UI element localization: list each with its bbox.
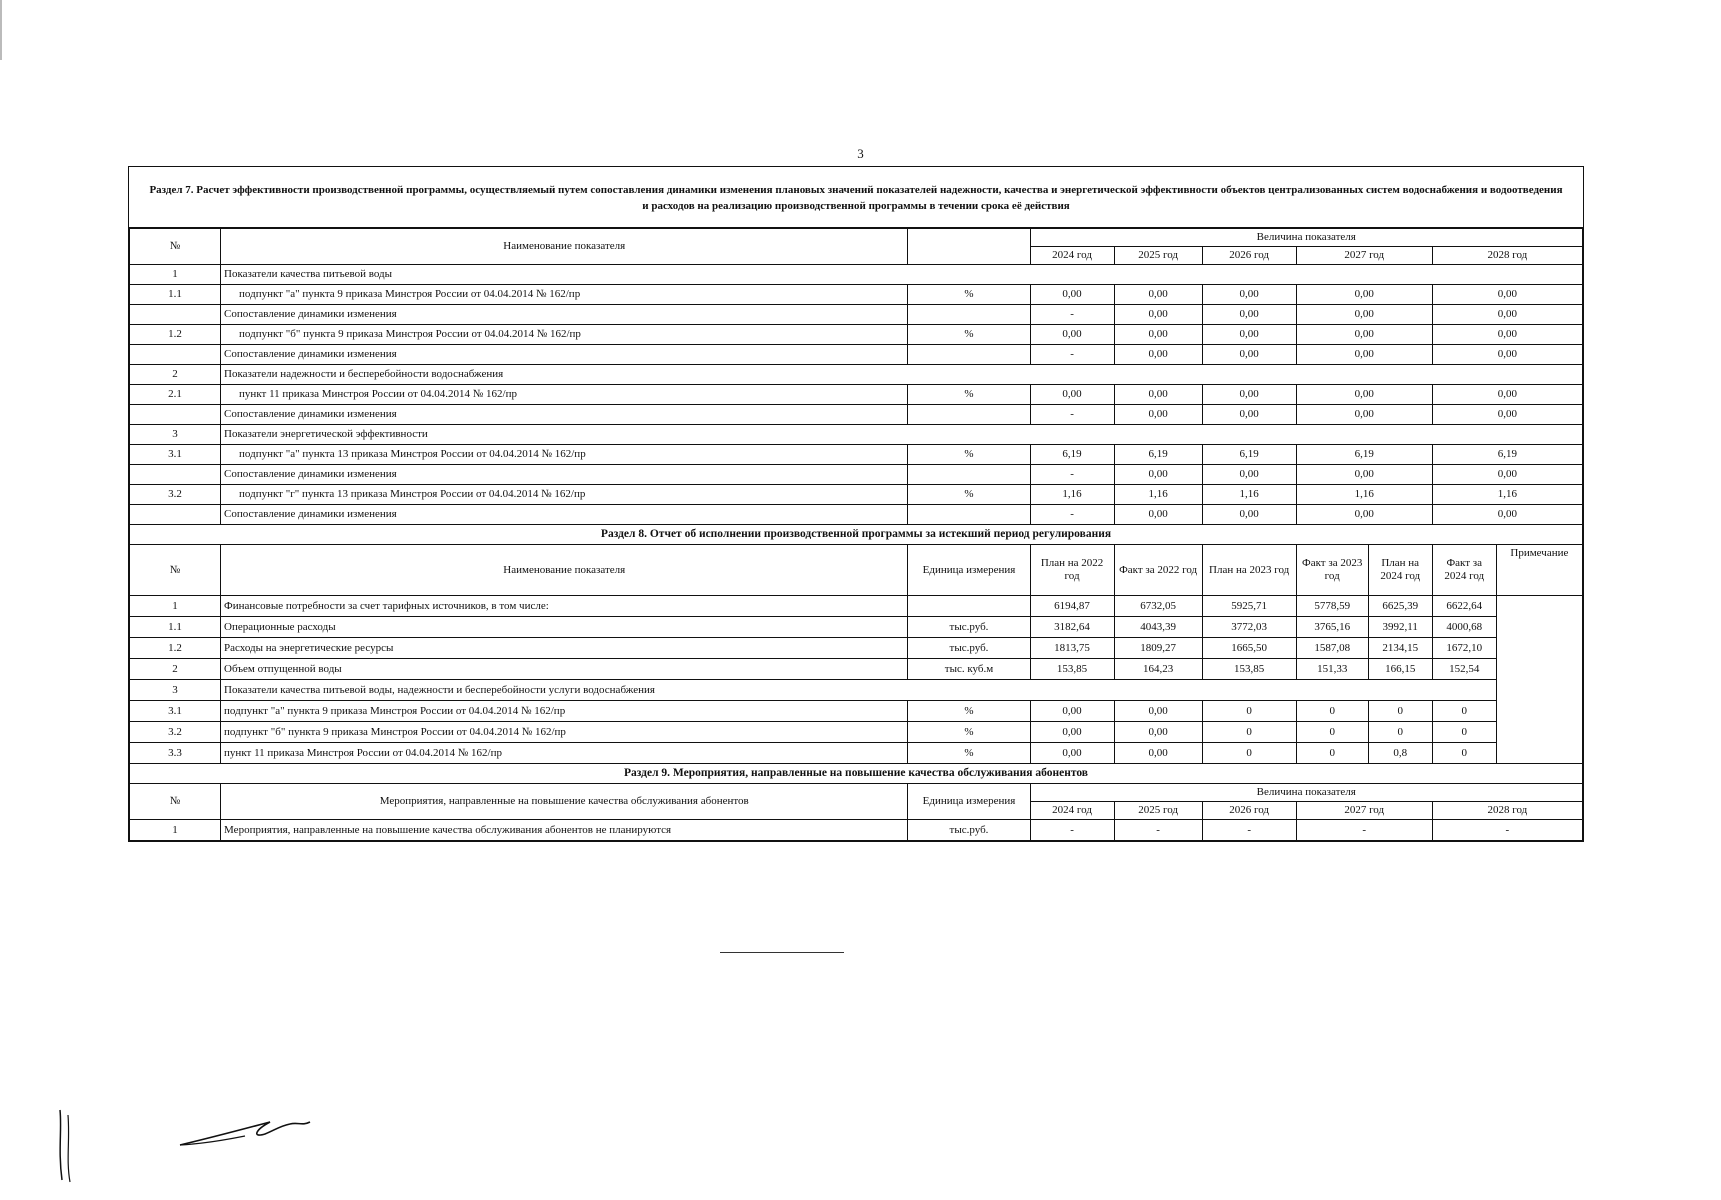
row-num [130,345,221,365]
row-unit: % [908,701,1030,722]
row-name: подпункт "г" пункта 13 приказа Минстроя России от 04.04.2014 № 162/пр [221,485,908,505]
value-fact-2023: 0 [1296,722,1368,743]
row-name: Финансовые потребности за счет тарифных источников, в том числе: [221,596,908,617]
row-num: 1 [130,265,221,285]
value-fact-2023: 0 [1296,743,1368,764]
s7-group-row [130,365,1583,385]
s7-group-row [130,265,1583,285]
value-2026: 0,00 [1202,385,1296,405]
value-2025: 0,00 [1114,285,1202,305]
row-num [130,505,221,525]
row-num: 1 [130,596,221,617]
value-plan-2024: 0,8 [1368,743,1432,764]
s7-data-row [130,445,1583,465]
s8-header-unit: Единица измерения [908,545,1030,596]
value-2025: 0,00 [1114,505,1202,525]
row-name: Мероприятия, направленные на повышение качества обслуживания абонентов не планируются [221,820,908,841]
value-fact-2023: 1587,08 [1296,638,1368,659]
row-unit: % [908,743,1030,764]
s9-year-2025: 2025 год [1114,802,1202,820]
value-plan-2023: 5925,71 [1202,596,1296,617]
row-num: 2 [130,659,221,680]
row-name: пункт 11 приказа Минстроя России от 04.04.2014 № 162/пр [221,743,908,764]
row-unit: % [908,285,1030,305]
value-2028: 1,16 [1432,485,1582,505]
row-num: 3.2 [130,722,221,743]
value-2026: 1,16 [1202,485,1296,505]
value-plan-2023: 0 [1202,701,1296,722]
value-2027: 0,00 [1296,325,1432,345]
note-cell [1496,596,1582,764]
value-2027: 0,00 [1296,345,1432,365]
row-num: 1.2 [130,325,221,345]
scan-edge-mark [0,0,2,60]
value-fact-2024: 0 [1432,743,1496,764]
row-unit: % [908,485,1030,505]
s8-group-row [130,680,1583,701]
s7-header-name: Наименование показателя [221,229,908,265]
s7-year-2028: 2028 год [1432,247,1582,265]
section7-title: Раздел 7. Расчет эффективности производственной программы, осуществляемый путем сопоставления динамики изменения плановых значений показателей надежности, качества и энергетической эффективности объектов централизованных систем водоснабжения и водоотведения и расходов на реализацию производственной программы в течении срока её действия [129,167,1583,228]
s8-data-row [130,701,1583,722]
row-num: 1.1 [130,617,221,638]
row-unit: % [908,445,1030,465]
s7-year-2027: 2027 год [1296,247,1432,265]
value-2025: 0,00 [1114,405,1202,425]
value-2024: 0,00 [1030,325,1114,345]
row-name: Расходы на энергетические ресурсы [221,638,908,659]
row-unit: % [908,385,1030,405]
value-2025: 6,19 [1114,445,1202,465]
row-num [130,405,221,425]
s7-data-row [130,285,1583,305]
s9-data-row [130,820,1583,841]
value-2027: 0,00 [1296,505,1432,525]
value-plan-2023: 153,85 [1202,659,1296,680]
row-name: Объем отпущенной воды [221,659,908,680]
value-2024: 1,16 [1030,485,1114,505]
document-frame [128,166,1584,842]
s7-data-row [130,325,1583,345]
s8-data-row [130,659,1583,680]
value-2028: 0,00 [1432,345,1582,365]
s9-year-2026: 2026 год [1202,802,1296,820]
s7-year-2024: 2024 год [1030,247,1114,265]
s8-header-num: № [130,545,221,596]
value-2024: 6,19 [1030,445,1114,465]
value-fact-2022: 6732,05 [1114,596,1202,617]
page-number: 3 [857,146,864,161]
section8-title-row [130,525,1583,545]
row-num: 1 [130,820,221,841]
s7-compare-row [130,465,1583,485]
value-2024: - [1030,820,1114,841]
value-plan-2023: 3772,03 [1202,617,1296,638]
section7-header-row-1 [130,229,1583,247]
s7-compare-row [130,305,1583,325]
value-2027: 6,19 [1296,445,1432,465]
value-plan-2024: 3992,11 [1368,617,1432,638]
s7-header-value-group: Величина показателя [1030,229,1582,247]
s9-header-name: Мероприятия, направленные на повышение качества обслуживания абонентов [221,784,908,820]
row-unit: % [908,325,1030,345]
row-name: Сопоставление динамики изменения [221,405,908,425]
s8-header-note: Примечание [1496,545,1582,596]
value-2027: 1,16 [1296,485,1432,505]
s8-data-row [130,596,1583,617]
value-fact-2022: 4043,39 [1114,617,1202,638]
section8-title: Раздел 8. Отчет об исполнении производственной программы за истекший период регулирования [130,525,1583,545]
row-name: Показатели качества питьевой воды, надежности и бесперебойности услуги водоснабжения [221,680,1497,701]
value-fact-2024: 0 [1432,722,1496,743]
value-fact-2022: 0,00 [1114,743,1202,764]
section9-title: Раздел 9. Мероприятия, направленные на повышение качества обслуживания абонентов [130,764,1583,784]
s7-data-row [130,485,1583,505]
row-unit: тыс.руб. [908,617,1030,638]
value-plan-2022: 1813,75 [1030,638,1114,659]
row-num: 3.2 [130,485,221,505]
value-plan-2022: 0,00 [1030,722,1114,743]
row-num: 3.3 [130,743,221,764]
row-num [130,465,221,485]
value-2024: - [1030,305,1114,325]
s8-header-plan-2022: План на 2022 год [1030,545,1114,596]
value-2025: 0,00 [1114,325,1202,345]
value-plan-2022: 153,85 [1030,659,1114,680]
row-name: Сопоставление динамики изменения [221,305,908,325]
row-num: 2 [130,365,221,385]
value-2028: 0,00 [1432,385,1582,405]
s8-header-fact-2023: Факт за 2023 год [1296,545,1368,596]
value-plan-2024: 0 [1368,722,1432,743]
value-fact-2023: 151,33 [1296,659,1368,680]
value-fact-2024: 6622,64 [1432,596,1496,617]
s8-header-fact-2022: Факт за 2022 год [1114,545,1202,596]
value-plan-2023: 0 [1202,722,1296,743]
value-fact-2024: 0 [1432,701,1496,722]
value-2028: - [1432,820,1582,841]
value-2024: - [1030,465,1114,485]
value-2027: - [1296,820,1432,841]
value-plan-2023: 0 [1202,743,1296,764]
value-fact-2024: 1672,10 [1432,638,1496,659]
row-num [130,305,221,325]
row-num: 3.1 [130,445,221,465]
value-plan-2024: 0 [1368,701,1432,722]
value-plan-2022: 0,00 [1030,743,1114,764]
s7-year-2026: 2026 год [1202,247,1296,265]
value-2024: - [1030,505,1114,525]
value-fact-2023: 0 [1296,701,1368,722]
value-plan-2024: 166,15 [1368,659,1432,680]
row-name: подпункт "б" пункта 9 приказа Минстроя России от 04.04.2014 № 162/пр [221,325,908,345]
row-unit: тыс. куб.м [908,659,1030,680]
value-2026: 0,00 [1202,505,1296,525]
s8-data-row [130,743,1583,764]
value-2026: 0,00 [1202,345,1296,365]
footer-separator-line [720,952,844,953]
value-2025: 0,00 [1114,345,1202,365]
value-2028: 0,00 [1432,305,1582,325]
s7-header-num: № [130,229,221,265]
row-unit: тыс.руб. [908,820,1030,841]
row-name: Показатели надежности и бесперебойности водоснабжения [221,365,1583,385]
row-name: Операционные расходы [221,617,908,638]
value-2024: - [1030,405,1114,425]
section9-header-row-1 [130,784,1583,802]
value-fact-2022: 164,23 [1114,659,1202,680]
value-2028: 0,00 [1432,505,1582,525]
value-2025: 0,00 [1114,465,1202,485]
value-plan-2022: 3182,64 [1030,617,1114,638]
value-2027: 0,00 [1296,385,1432,405]
row-name: пункт 11 приказа Минстроя России от 04.04.2014 № 162/пр [221,385,908,405]
row-name: Сопоставление динамики изменения [221,505,908,525]
s9-year-2024: 2024 год [1030,802,1114,820]
row-num: 1.2 [130,638,221,659]
s8-header-plan-2024: План на 2024 год [1368,545,1432,596]
value-2024: 0,00 [1030,385,1114,405]
s7-group-row [130,425,1583,445]
value-plan-2022: 0,00 [1030,701,1114,722]
value-2028: 0,00 [1432,405,1582,425]
row-unit [908,405,1030,425]
s7-year-2025: 2025 год [1114,247,1202,265]
section9-title-row [130,764,1583,784]
handwritten-signature [40,1100,340,1190]
value-fact-2022: 0,00 [1114,701,1202,722]
value-fact-2022: 0,00 [1114,722,1202,743]
value-2026: - [1202,820,1296,841]
row-num: 1.1 [130,285,221,305]
s9-header-value-group: Величина показателя [1030,784,1582,802]
s9-header-unit: Единица измерения [908,784,1030,820]
value-2024: - [1030,345,1114,365]
value-2025: - [1114,820,1202,841]
value-plan-2024: 6625,39 [1368,596,1432,617]
row-name: подпункт "а" пункта 9 приказа Минстроя России от 04.04.2014 № 162/пр [221,285,908,305]
row-unit [908,465,1030,485]
value-2025: 1,16 [1114,485,1202,505]
row-num: 3 [130,680,221,701]
value-2027: 0,00 [1296,405,1432,425]
value-2025: 0,00 [1114,385,1202,405]
s9-year-2027: 2027 год [1296,802,1432,820]
row-num: 2.1 [130,385,221,405]
row-unit [908,305,1030,325]
value-plan-2023: 1665,50 [1202,638,1296,659]
value-plan-2022: 6194,87 [1030,596,1114,617]
value-2028: 6,19 [1432,445,1582,465]
value-2027: 0,00 [1296,305,1432,325]
value-fact-2022: 1809,27 [1114,638,1202,659]
row-unit [908,345,1030,365]
s8-header-fact-2024: Факт за 2024 год [1432,545,1496,596]
value-2028: 0,00 [1432,325,1582,345]
value-2024: 0,00 [1030,285,1114,305]
value-2028: 0,00 [1432,465,1582,485]
s7-compare-row [130,505,1583,525]
s8-data-row [130,617,1583,638]
s8-data-row [130,722,1583,743]
value-fact-2024: 4000,68 [1432,617,1496,638]
s7-header-unit [908,229,1030,265]
s8-header-name: Наименование показателя [221,545,908,596]
value-2026: 6,19 [1202,445,1296,465]
row-name: подпункт "б" пункта 9 приказа Минстроя России от 04.04.2014 № 162/пр [221,722,908,743]
s9-year-2028: 2028 год [1432,802,1582,820]
value-plan-2024: 2134,15 [1368,638,1432,659]
value-2028: 0,00 [1432,285,1582,305]
row-name: подпункт "а" пункта 13 приказа Минстроя России от 04.04.2014 № 162/пр [221,445,908,465]
row-unit [908,596,1030,617]
section8-header-row [130,545,1583,596]
row-num: 3.1 [130,701,221,722]
row-num: 3 [130,425,221,445]
value-2026: 0,00 [1202,465,1296,485]
s7-data-row [130,385,1583,405]
s7-compare-row [130,405,1583,425]
row-unit: тыс.руб. [908,638,1030,659]
row-name: Сопоставление динамики изменения [221,345,908,365]
row-name: Показатели качества питьевой воды [221,265,1583,285]
value-2027: 0,00 [1296,285,1432,305]
s9-header-num: № [130,784,221,820]
row-name: Показатели энергетической эффективности [221,425,1583,445]
value-fact-2023: 3765,16 [1296,617,1368,638]
s7-compare-row [130,345,1583,365]
s8-data-row [130,638,1583,659]
row-unit [908,505,1030,525]
row-name: Сопоставление динамики изменения [221,465,908,485]
value-2026: 0,00 [1202,285,1296,305]
row-unit: % [908,722,1030,743]
value-2026: 0,00 [1202,305,1296,325]
value-2026: 0,00 [1202,405,1296,425]
main-table [129,228,1583,841]
value-fact-2023: 5778,59 [1296,596,1368,617]
value-2026: 0,00 [1202,325,1296,345]
value-2025: 0,00 [1114,305,1202,325]
row-name: подпункт "а" пункта 9 приказа Минстроя России от 04.04.2014 № 162/пр [221,701,908,722]
s8-header-plan-2023: План на 2023 год [1202,545,1296,596]
value-2027: 0,00 [1296,465,1432,485]
value-fact-2024: 152,54 [1432,659,1496,680]
